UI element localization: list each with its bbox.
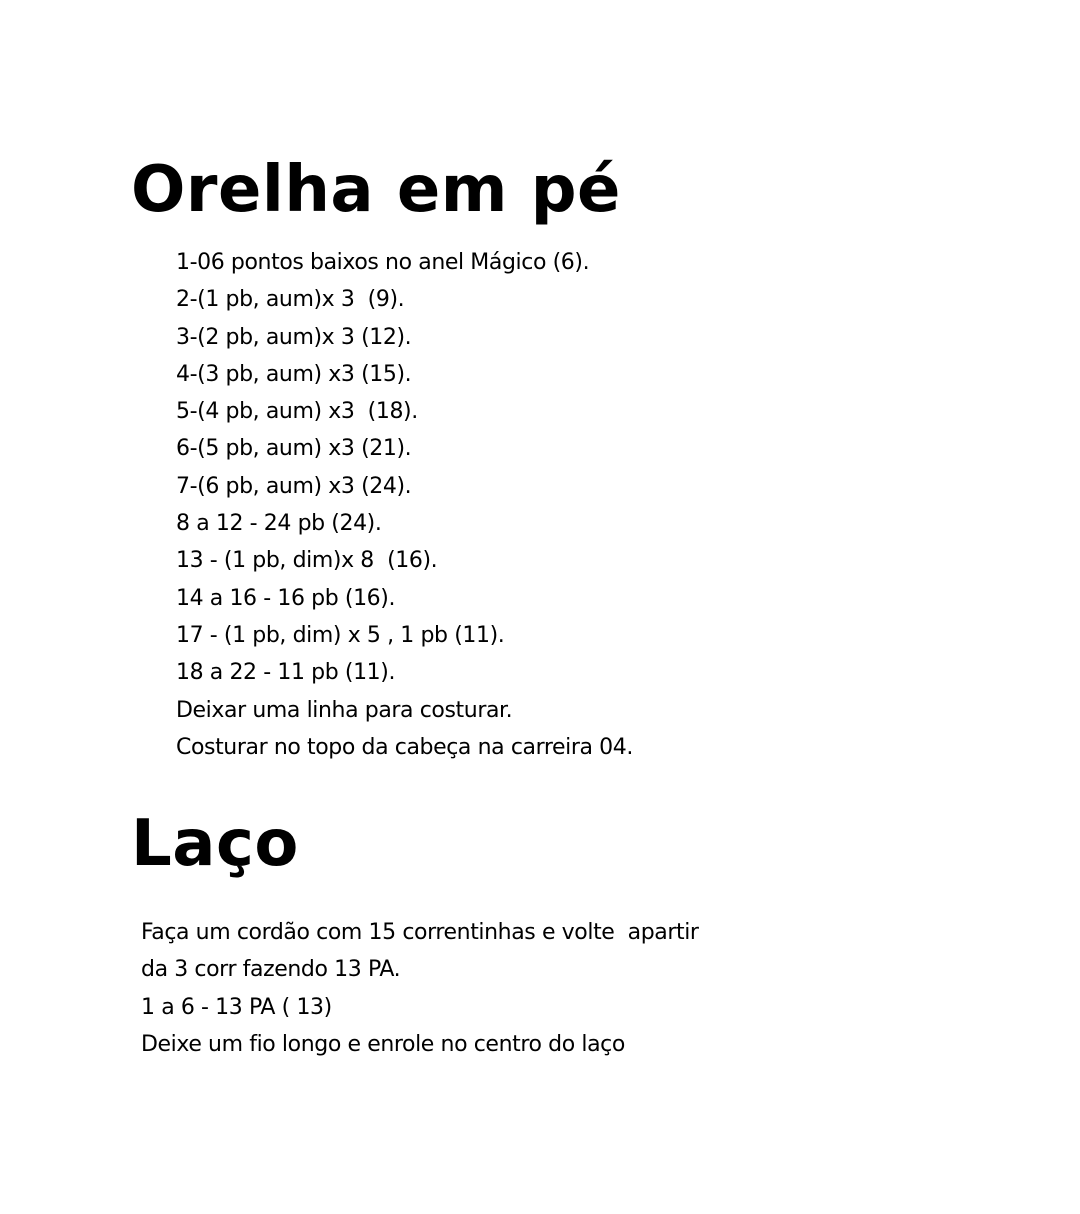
instruction-line: 2-(1 pb, aum)x 3 (9). bbox=[176, 287, 405, 313]
laco-title: Laço bbox=[131, 807, 299, 881]
instruction-line: 18 a 22 - 11 pb (11). bbox=[176, 660, 396, 686]
instruction-line: 17 - (1 pb, dim) x 5 , 1 pb (11). bbox=[176, 622, 505, 648]
instruction-line: 6-(5 pb, aum) x3 (21). bbox=[176, 436, 412, 462]
instruction-line: Deixe um fio longo e enrole no centro do laço bbox=[141, 1031, 625, 1057]
orelha-title: Orelha em pé bbox=[131, 153, 621, 227]
instruction-line: 3-(2 pb, aum)x 3 (12). bbox=[176, 324, 412, 350]
orelha-instructions bbox=[176, 244, 633, 766]
orelha-section bbox=[0, 153, 1080, 760]
instruction-line: da 3 corr fazendo 13 PA. bbox=[141, 957, 401, 983]
instruction-line: 7-(6 pb, aum) x3 (24). bbox=[176, 473, 412, 499]
laco-section bbox=[0, 807, 1080, 1057]
instruction-line: 5-(4 pb, aum) x3 (18). bbox=[176, 399, 418, 425]
instruction-line: 4-(3 pb, aum) x3 (15). bbox=[176, 361, 412, 387]
instruction-line: 14 a 16 - 16 pb (16). bbox=[176, 585, 396, 611]
instruction-line: Costurar no topo da cabeça na carreira 04. bbox=[176, 734, 633, 760]
instruction-line: 1 a 6 - 13 PA ( 13) bbox=[141, 994, 332, 1020]
laco-instructions bbox=[141, 914, 699, 1063]
instruction-line: 8 a 12 - 24 pb (24). bbox=[176, 511, 382, 537]
instruction-line: 1-06 pontos baixos no anel Mágico (6). bbox=[176, 250, 590, 275]
instruction-line: Faça um cordão com 15 correntinhas e volte apartir bbox=[141, 920, 699, 945]
instruction-line: 13 - (1 pb, dim)x 8 (16). bbox=[176, 548, 438, 574]
instruction-line: Deixar uma linha para costurar. bbox=[176, 697, 513, 723]
